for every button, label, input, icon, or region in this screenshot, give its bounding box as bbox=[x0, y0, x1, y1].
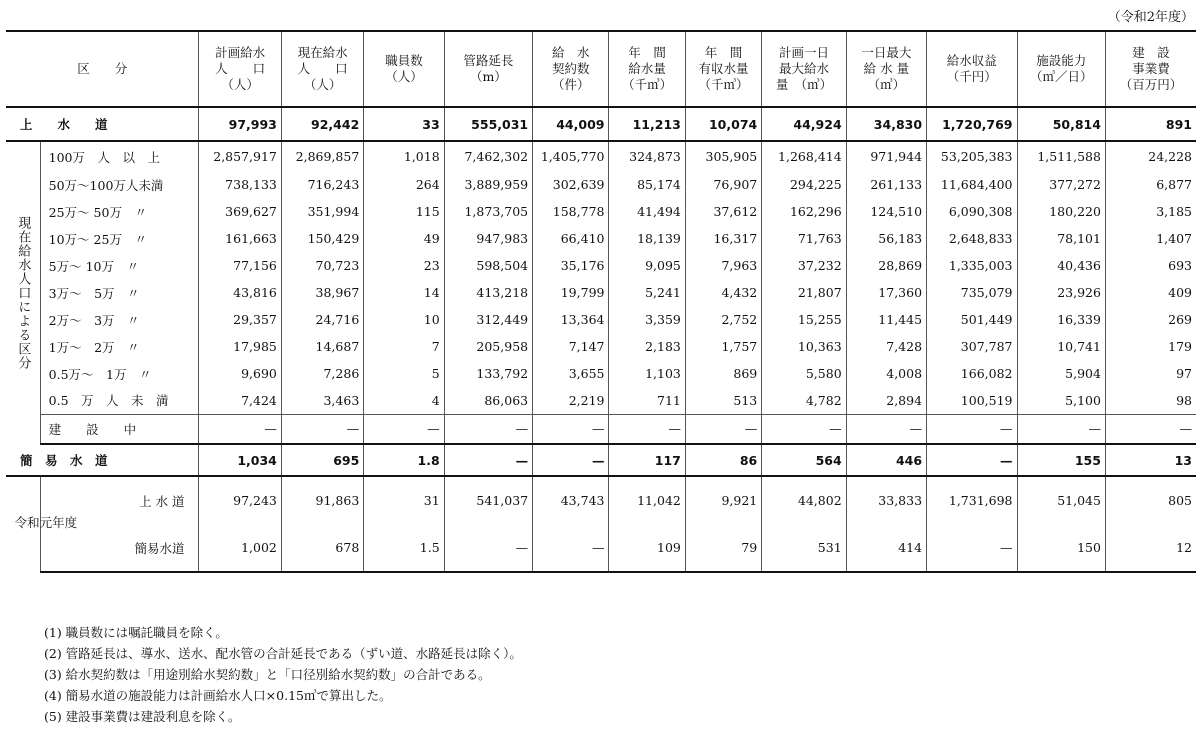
data-cell: 7,462,302 bbox=[444, 141, 532, 171]
data-cell: 6,090,308 bbox=[927, 198, 1017, 225]
header-line: 給 水 bbox=[552, 45, 590, 60]
data-cell: 92,442 bbox=[281, 107, 363, 141]
header-line: （千㎥） bbox=[698, 77, 749, 92]
data-cell: 150,429 bbox=[281, 225, 363, 252]
header-cell bbox=[533, 31, 609, 107]
header-line: 契約数 bbox=[552, 61, 590, 76]
group-label: 10万～ 25万 〃 bbox=[40, 225, 199, 252]
data-cell: 5,904 bbox=[1017, 360, 1105, 387]
data-cell: 695 bbox=[281, 444, 363, 476]
data-cell: 13,364 bbox=[533, 306, 609, 333]
data-cell: 161,663 bbox=[199, 225, 281, 252]
prev-year-label-cell bbox=[40, 524, 199, 572]
data-cell: 738,133 bbox=[199, 171, 281, 198]
data-cell: 564 bbox=[762, 444, 846, 476]
header-kubun: 区 分 bbox=[77, 61, 128, 76]
data-cell: 14 bbox=[364, 279, 444, 306]
data-cell: 7,428 bbox=[846, 333, 926, 360]
data-cell: — bbox=[685, 414, 761, 444]
data-cell: 11,213 bbox=[609, 107, 685, 141]
data-cell: 3,889,959 bbox=[444, 171, 532, 198]
data-cell: 3,185 bbox=[1105, 198, 1196, 225]
data-cell: 66,410 bbox=[533, 225, 609, 252]
header-line: 年 間 bbox=[628, 45, 666, 60]
data-cell: 33 bbox=[364, 107, 444, 141]
data-cell: 34,830 bbox=[846, 107, 926, 141]
data-cell: 43,816 bbox=[199, 279, 281, 306]
footnote: (5) 建設事業費は建設利息を除く。 bbox=[44, 709, 241, 724]
data-cell: 5,580 bbox=[762, 360, 846, 387]
data-cell: 97,243 bbox=[199, 476, 281, 524]
data-cell: 531 bbox=[762, 524, 846, 572]
header-cell bbox=[846, 31, 926, 107]
data-cell: 71,763 bbox=[762, 225, 846, 252]
data-cell: 735,079 bbox=[927, 279, 1017, 306]
data-cell: 2,869,857 bbox=[281, 141, 363, 171]
data-cell: 869 bbox=[685, 360, 761, 387]
data-cell: 49 bbox=[364, 225, 444, 252]
data-cell: 91,863 bbox=[281, 476, 363, 524]
header-cell bbox=[281, 31, 363, 107]
prev-year-row bbox=[6, 524, 1196, 572]
water-supply-table bbox=[6, 30, 1196, 573]
data-cell: 678 bbox=[281, 524, 363, 572]
prev-row-label: 簡易水道 bbox=[134, 540, 185, 556]
data-cell: 513 bbox=[685, 387, 761, 414]
data-cell: 1,018 bbox=[364, 141, 444, 171]
data-cell: 716,243 bbox=[281, 171, 363, 198]
data-cell: 10,741 bbox=[1017, 333, 1105, 360]
data-cell: 1,405,770 bbox=[533, 141, 609, 171]
header-line: 建 設 bbox=[1132, 45, 1170, 60]
data-cell: 29,357 bbox=[199, 306, 281, 333]
data-cell: 109 bbox=[609, 524, 685, 572]
data-cell: 305,905 bbox=[685, 141, 761, 171]
group-label: 100万 人 以 上 bbox=[40, 141, 199, 171]
header-line: 施設能力 bbox=[1036, 53, 1087, 68]
header-line: 有収水量 bbox=[698, 61, 749, 76]
data-cell: 158,778 bbox=[533, 198, 609, 225]
data-cell: 115 bbox=[364, 198, 444, 225]
header-cell bbox=[444, 31, 532, 107]
data-cell: 17,985 bbox=[199, 333, 281, 360]
data-cell: — bbox=[533, 414, 609, 444]
row-label: 建 設 中 bbox=[40, 414, 199, 444]
data-cell: 2,648,833 bbox=[927, 225, 1017, 252]
data-cell: 51,045 bbox=[1017, 476, 1105, 524]
data-cell: — bbox=[199, 414, 281, 444]
header-line: （人） bbox=[303, 77, 342, 92]
data-cell: 312,449 bbox=[444, 306, 532, 333]
data-cell: 1,268,414 bbox=[762, 141, 846, 171]
data-cell: 43,743 bbox=[533, 476, 609, 524]
header-line: 給 水 量 bbox=[863, 61, 910, 76]
data-cell: 4 bbox=[364, 387, 444, 414]
data-cell: 98 bbox=[1105, 387, 1196, 414]
data-cell: 1,002 bbox=[199, 524, 281, 572]
data-cell: 9,921 bbox=[685, 476, 761, 524]
data-cell: 180,220 bbox=[1017, 198, 1105, 225]
data-cell: 16,339 bbox=[1017, 306, 1105, 333]
data-cell: 77,156 bbox=[199, 252, 281, 279]
data-cell: 1,335,003 bbox=[927, 252, 1017, 279]
group-row bbox=[6, 225, 1196, 252]
data-cell: 38,967 bbox=[281, 279, 363, 306]
data-cell: 1,720,769 bbox=[927, 107, 1017, 141]
data-cell: — bbox=[1105, 414, 1196, 444]
header-line: （m） bbox=[469, 69, 507, 84]
group-row bbox=[6, 252, 1196, 279]
data-cell: 446 bbox=[846, 444, 926, 476]
data-cell: — bbox=[533, 444, 609, 476]
data-cell: — bbox=[444, 524, 532, 572]
header-cell bbox=[762, 31, 846, 107]
header-line: （千円） bbox=[946, 69, 997, 84]
data-cell: 414 bbox=[846, 524, 926, 572]
data-cell: 44,009 bbox=[533, 107, 609, 141]
data-cell: 50,814 bbox=[1017, 107, 1105, 141]
data-cell: 53,205,383 bbox=[927, 141, 1017, 171]
data-cell: 97 bbox=[1105, 360, 1196, 387]
data-cell: 413,218 bbox=[444, 279, 532, 306]
header-line: （百万円） bbox=[1119, 77, 1183, 92]
data-cell: — bbox=[927, 444, 1017, 476]
data-cell: 947,983 bbox=[444, 225, 532, 252]
group-row bbox=[6, 387, 1196, 414]
data-cell: 44,924 bbox=[762, 107, 846, 141]
data-cell: — bbox=[444, 444, 532, 476]
data-cell: 7 bbox=[364, 333, 444, 360]
header-cell bbox=[364, 31, 444, 107]
header-line: （人） bbox=[385, 69, 423, 84]
group-label: 50万～100万人未満 bbox=[40, 171, 199, 198]
footnotes bbox=[44, 622, 522, 727]
header-line: 管路延長 bbox=[463, 53, 514, 68]
header-line: 職員数 bbox=[385, 53, 423, 68]
row-josuido bbox=[6, 107, 1196, 141]
data-cell: 1,103 bbox=[609, 360, 685, 387]
header-cell bbox=[685, 31, 761, 107]
header-row bbox=[6, 31, 1196, 107]
header-line: 給水収益 bbox=[946, 53, 997, 68]
data-cell: 2,857,917 bbox=[199, 141, 281, 171]
data-cell: — bbox=[927, 414, 1017, 444]
group-row bbox=[6, 333, 1196, 360]
data-cell: 971,944 bbox=[846, 141, 926, 171]
data-cell: 2,219 bbox=[533, 387, 609, 414]
data-cell: 1.8 bbox=[364, 444, 444, 476]
data-cell: 124,510 bbox=[846, 198, 926, 225]
group-label: 25万～ 50万 〃 bbox=[40, 198, 199, 225]
data-cell: 598,504 bbox=[444, 252, 532, 279]
data-cell: 294,225 bbox=[762, 171, 846, 198]
header-cell bbox=[609, 31, 685, 107]
data-cell: 162,296 bbox=[762, 198, 846, 225]
data-cell: 56,183 bbox=[846, 225, 926, 252]
row-label bbox=[6, 107, 199, 141]
data-cell: — bbox=[281, 414, 363, 444]
data-cell: 4,432 bbox=[685, 279, 761, 306]
data-cell: — bbox=[609, 414, 685, 444]
group-row bbox=[6, 141, 1196, 171]
data-cell: 15,255 bbox=[762, 306, 846, 333]
data-cell: 5,241 bbox=[609, 279, 685, 306]
data-cell: 805 bbox=[1105, 476, 1196, 524]
group-row bbox=[6, 198, 1196, 225]
group-label: 0.5 万 人 未 満 bbox=[40, 387, 199, 414]
data-cell: 133,792 bbox=[444, 360, 532, 387]
data-cell: 1,757 bbox=[685, 333, 761, 360]
data-cell: 9,690 bbox=[199, 360, 281, 387]
data-cell: 7,963 bbox=[685, 252, 761, 279]
header-cell bbox=[1017, 31, 1105, 107]
group-label: 2万～ 3万 〃 bbox=[40, 306, 199, 333]
data-cell: 693 bbox=[1105, 252, 1196, 279]
data-cell: 1,873,705 bbox=[444, 198, 532, 225]
header-line: 現在給水 bbox=[297, 45, 348, 60]
data-cell: 79 bbox=[685, 524, 761, 572]
data-cell: 70,723 bbox=[281, 252, 363, 279]
data-cell: 307,787 bbox=[927, 333, 1017, 360]
header-line: 一日最大 bbox=[861, 45, 912, 60]
header-line: 人 口 bbox=[215, 61, 266, 76]
data-cell: 7,286 bbox=[281, 360, 363, 387]
prev-year-label: 令和元年度 bbox=[14, 515, 78, 530]
data-cell: 179 bbox=[1105, 333, 1196, 360]
data-cell: — bbox=[364, 414, 444, 444]
data-cell: 24,228 bbox=[1105, 141, 1196, 171]
data-cell: 85,174 bbox=[609, 171, 685, 198]
footnote: (3) 給水契約数は「用途別給水契約数」と「口径別給水契約数」の合計である。 bbox=[44, 667, 491, 682]
data-cell: 6,877 bbox=[1105, 171, 1196, 198]
data-cell: 409 bbox=[1105, 279, 1196, 306]
data-cell: 37,232 bbox=[762, 252, 846, 279]
group-row bbox=[6, 306, 1196, 333]
data-cell: 35,176 bbox=[533, 252, 609, 279]
data-cell: 16,317 bbox=[685, 225, 761, 252]
data-cell: 3,463 bbox=[281, 387, 363, 414]
data-cell: 891 bbox=[1105, 107, 1196, 141]
data-cell: 10,074 bbox=[685, 107, 761, 141]
group-label: 0.5万～ 1万 〃 bbox=[40, 360, 199, 387]
data-cell: 11,684,400 bbox=[927, 171, 1017, 198]
data-cell: 1.5 bbox=[364, 524, 444, 572]
header-line: 人 口 bbox=[297, 61, 348, 76]
data-cell: 23,926 bbox=[1017, 279, 1105, 306]
data-cell: 9,095 bbox=[609, 252, 685, 279]
data-cell: 19,799 bbox=[533, 279, 609, 306]
data-cell: 1,034 bbox=[199, 444, 281, 476]
data-cell: 17,360 bbox=[846, 279, 926, 306]
row-kensetsu bbox=[6, 414, 1196, 444]
data-cell: 302,639 bbox=[533, 171, 609, 198]
header-line: 量 （㎥） bbox=[775, 77, 833, 92]
data-cell: 351,994 bbox=[281, 198, 363, 225]
data-cell: 33,833 bbox=[846, 476, 926, 524]
header-line: （㎥） bbox=[867, 77, 906, 92]
data-cell: 324,873 bbox=[609, 141, 685, 171]
data-cell: — bbox=[762, 414, 846, 444]
header-line: 給水量 bbox=[628, 61, 666, 76]
data-cell: 501,449 bbox=[927, 306, 1017, 333]
data-cell: 377,272 bbox=[1017, 171, 1105, 198]
header-line: 計画給水 bbox=[215, 45, 266, 60]
data-cell: 4,782 bbox=[762, 387, 846, 414]
data-cell: 7,424 bbox=[199, 387, 281, 414]
footnote: (2) 管路延長は、導水、送水、配水管の合計延長である（ずい道、水路延長は除く）。 bbox=[44, 646, 522, 661]
group-vertical-label: 現在給水人口による区分 bbox=[6, 141, 40, 444]
data-cell: 12 bbox=[1105, 524, 1196, 572]
data-cell: 1,511,588 bbox=[1017, 141, 1105, 171]
group-row bbox=[6, 279, 1196, 306]
header-cell bbox=[1105, 31, 1196, 107]
data-cell: 97,993 bbox=[199, 107, 281, 141]
data-cell: 7,147 bbox=[533, 333, 609, 360]
data-cell: 166,082 bbox=[927, 360, 1017, 387]
data-cell: 261,133 bbox=[846, 171, 926, 198]
header-line: （㎥／日） bbox=[1029, 69, 1093, 84]
data-cell: 117 bbox=[609, 444, 685, 476]
data-cell: 369,627 bbox=[199, 198, 281, 225]
header-cell bbox=[927, 31, 1017, 107]
data-cell: 41,494 bbox=[609, 198, 685, 225]
data-cell: 155 bbox=[1017, 444, 1105, 476]
row-kani bbox=[6, 444, 1196, 476]
data-cell: 264 bbox=[364, 171, 444, 198]
data-cell: — bbox=[1017, 414, 1105, 444]
data-cell: 21,807 bbox=[762, 279, 846, 306]
data-cell: 2,752 bbox=[685, 306, 761, 333]
data-cell: — bbox=[444, 414, 532, 444]
data-cell: 23 bbox=[364, 252, 444, 279]
prev-year-label-cell bbox=[14, 476, 199, 530]
data-cell: 40,436 bbox=[1017, 252, 1105, 279]
footnote: (1) 職員数には嘱託職員を除く。 bbox=[44, 625, 228, 640]
data-cell: — bbox=[927, 524, 1017, 572]
header-line: 事業費 bbox=[1132, 61, 1170, 76]
data-cell: 24,716 bbox=[281, 306, 363, 333]
data-cell: 76,907 bbox=[685, 171, 761, 198]
row-label-text: 上 水 道 bbox=[20, 117, 108, 132]
data-cell: 1,407 bbox=[1105, 225, 1196, 252]
data-cell: 28,869 bbox=[846, 252, 926, 279]
data-cell: 14,687 bbox=[281, 333, 363, 360]
data-cell: 541,037 bbox=[444, 476, 532, 524]
group-row bbox=[6, 360, 1196, 387]
data-cell: 2,894 bbox=[846, 387, 926, 414]
data-cell: 44,802 bbox=[762, 476, 846, 524]
fiscal-year-note: （令和2年度） bbox=[1107, 10, 1194, 25]
group-label: 3万～ 5万 〃 bbox=[40, 279, 199, 306]
group-label: 5万～ 10万 〃 bbox=[40, 252, 199, 279]
header-line: （件） bbox=[552, 77, 590, 92]
prev-row-label: 上 水 道 bbox=[139, 493, 185, 509]
row-label bbox=[6, 444, 199, 476]
data-cell: 711 bbox=[609, 387, 685, 414]
data-cell: — bbox=[533, 524, 609, 572]
data-cell: 2,183 bbox=[609, 333, 685, 360]
data-cell: 10 bbox=[364, 306, 444, 333]
data-cell: 3,359 bbox=[609, 306, 685, 333]
header-cell bbox=[199, 31, 281, 107]
data-cell: 78,101 bbox=[1017, 225, 1105, 252]
data-cell: 5 bbox=[364, 360, 444, 387]
data-cell: 11,445 bbox=[846, 306, 926, 333]
data-cell: 86 bbox=[685, 444, 761, 476]
data-cell: 205,958 bbox=[444, 333, 532, 360]
group-row bbox=[6, 171, 1196, 198]
prev-year-row bbox=[6, 476, 1196, 524]
data-cell: 86,063 bbox=[444, 387, 532, 414]
data-cell: 269 bbox=[1105, 306, 1196, 333]
data-cell: — bbox=[846, 414, 926, 444]
data-cell: 10,363 bbox=[762, 333, 846, 360]
data-cell: 18,139 bbox=[609, 225, 685, 252]
data-cell: 150 bbox=[1017, 524, 1105, 572]
data-cell: 4,008 bbox=[846, 360, 926, 387]
header-line: 最大給水 bbox=[778, 61, 829, 76]
data-cell: 100,519 bbox=[927, 387, 1017, 414]
data-cell: 13 bbox=[1105, 444, 1196, 476]
footnote: (4) 簡易水道の施設能力は計画給水人口×0.15㎥で算出した。 bbox=[44, 688, 392, 703]
data-cell: 11,042 bbox=[609, 476, 685, 524]
data-cell: 1,731,698 bbox=[927, 476, 1017, 524]
header-line: 計画一日 bbox=[778, 45, 829, 60]
header-line: （人） bbox=[221, 77, 259, 92]
row-label-text: 簡 易 水 道 bbox=[20, 453, 108, 468]
header-line: 年 間 bbox=[704, 45, 743, 60]
data-cell: 31 bbox=[364, 476, 444, 524]
data-cell: 37,612 bbox=[685, 198, 761, 225]
group-label: 1万～ 2万 〃 bbox=[40, 333, 199, 360]
data-cell: 5,100 bbox=[1017, 387, 1105, 414]
header-line: （千㎥） bbox=[622, 77, 673, 92]
data-cell: 555,031 bbox=[444, 107, 532, 141]
data-cell: 3,655 bbox=[533, 360, 609, 387]
